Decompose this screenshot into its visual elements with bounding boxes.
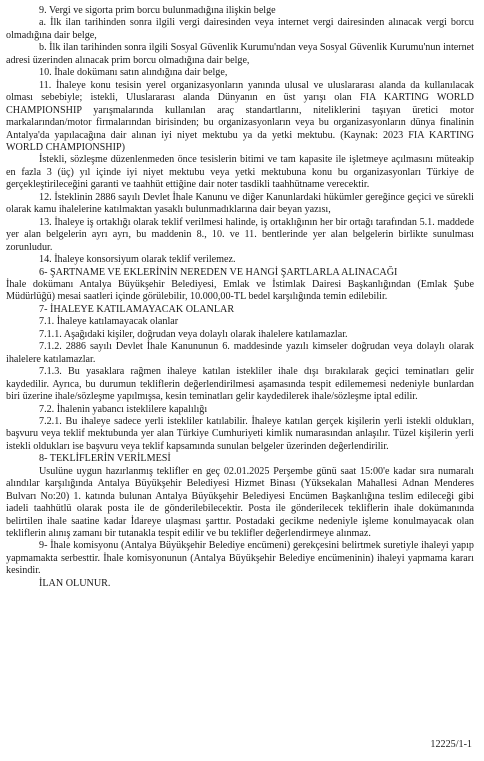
subheading-7-1: 7.1. İhaleye katılamayacak olanlar	[39, 316, 179, 328]
paragraph-item-9-commission: 9- İhale komisyonu (Antalya Büyükşehir Belediye encümeni) gerekçesini belirtmek suretiyle ihaleyi yapıp yapmamakta serbesttir. İhale komisyonunun (Antalya Büyükşehir Belediye encümeninin) ihaleyi yapmama kararı kesindir.	[6, 540, 474, 577]
paragraph-section-8-body: Usulüne uygun hazırlanmış teklifler en geç 02.01.2025 Perşembe günü saat 15:00'e kadar sıra numaralı alındılar karşılığında Antalya Büyükşehir Belediyesi Hizmet Binası (Yüksekalan Mahallesi Adnan Menderes Bulvarı No:20) 1. katında bulunan Antalya Büyükşehir Belediyesi Encümen Başkanlığına teslim edileceği gibi iadeli taahhütlü olarak posta ile de gönderilebilecektir. Posta ile gönderilecek tekliflerin ihale dokümanında belirtilen ihale saatine kadar İdareye ulaşması şarttır. Postadaki gecikme nedeniyle işleme konulmayacak olan tekliflerin alınış zamanı bir tutanakla tespit edilir ve bu teklifler değerlendirmeye alınmaz.	[6, 465, 474, 540]
subheading-7-2: 7.2. İhalenin yabancı isteklilere kapalılığı	[39, 403, 208, 415]
section-heading-6: 6- ŞARTNAME VE EKLERİNİN NEREDEN VE HANGİ ŞARTLARLA ALINACAĞI	[39, 266, 398, 278]
paragraph-7-1-3: 7.1.3. Bu yasaklara rağmen ihaleye katılan istekliler ihale dışı bırakılarak geçici teminatları gelir kaydedilir. Ayrıca, bu durumun tekliflerin değerlendirilmesi aşamasında tespit edilememesi nedeniyle bunlardan biri üzerine ihale/sözleşme yapılmışsa, kesin teminatları gelir kaydedilerek ihale/sözleşme iptal edilir.	[6, 366, 474, 403]
document-reference-code: 12225/1-1	[430, 738, 472, 750]
paragraph-section-6-body: İhale dokümanı Antalya Büyükşehir Belediyesi, Emlak ve İstimlak Dairesi Başkanlığından (Emlak Şube Müdürlüğü) mesai saatleri içinde görülebilir, 10.000,00-TL bedel karşılığında temin edilebilir.	[6, 278, 474, 303]
paragraph-7-2-1: 7.2.1. Bu ihaleye sadece yerli istekliler katılabilir. İhaleye katılan gerçek kişilerin yerli istekli oldukları, başvuru veya teklif mektubunda yer alan Türkiye Cumhuriyeti kimlik numarasından anlaşılır. Tüzel kişilerin yerli istekli oldukları ise başvuru veya teklif kapsamında sunulan belgeler üzerinden değerlendirilir.	[6, 415, 474, 452]
paragraph-item-9b: b. İlk ilan tarihinden sonra ilgili Sosyal Güvenlik Kurumu'ndan veya Sosyal Güvenlik Kurumu'nun internet adresi üzerinden alınacak prim borcu olmadığına dair belge,	[6, 42, 474, 66]
paragraph-item-13: 13. İhaleye iş ortaklığı olarak teklif verilmesi halinde, iş ortaklığının her bir ortağı tarafından 5.1. maddede yer alan belgelerin ayrı ayrı, bu maddenin 8., 10. ve 11. bentlerinde yer alan belgelerin birlikte sunulması zorunludur.	[6, 216, 474, 253]
section-heading-7: 7- İHALEYE KATILAMAYACAK OLANLAR	[39, 303, 235, 315]
paragraph-7-1-1: 7.1.1. Aşağıdaki kişiler, doğrudan veya dolaylı olarak ihalelere katılamazlar.	[39, 328, 348, 340]
paragraph-item-11: 11. İhaleye konu tesisin yerel organizasyonların yanında ulusal ve uluslararası alanda da kullanılacak olması sebebiyle; istekli, Uluslararası alanda Dünyanın en üst yarışı olan FIA KARTING WORLD CHAMPIONSHIP yarışmalarında kullanılan araç standartlarını, niteliklerini taşıyan üretici motor markalarından/motor firmalarından birisinden; bu organizasyonların veya bu organizasyonların dünya finalinin Antalya'da yapılacağına dair alınan iyi niyet mektubu ya da yetki mektubu. (Kaynak: 2023 FIA KARTING WORLD CHAMPIONSHIP)	[6, 79, 474, 153]
paragraph-7-1-2: 7.1.2. 2886 sayılı Devlet İhale Kanununun 6. maddesinde yazılı kimseler doğrudan veya dolaylı olarak ihalelere katılamazlar.	[6, 341, 474, 365]
paragraph-item-10: 10. İhale dokümanı satın alındığına dair belge,	[39, 67, 228, 79]
paragraph-item-9a: a. İlk ilan tarihinden sonra ilgili vergi dairesinden veya internet vergi dairesinden alınacak vergi borcu olmadığına dair belge,	[6, 17, 474, 41]
section-heading-8: 8- TEKLİFLERİN VERİLMESİ	[39, 453, 171, 465]
closing-statement: İLAN OLUNUR.	[39, 577, 111, 589]
paragraph-item-12: 12. İsteklinin 2886 sayılı Devlet İhale Kanunu ve diğer Kanunlardaki hükümler gereğince geçici ve sürekli olarak kamu ihalelerine katılmaktan yasaklı bulunmadıklarına dair beyan yazısı,	[6, 191, 474, 216]
paragraph-item-11-commitment: İstekli, sözleşme düzenlenmeden önce tesislerin bitimi ve tam kapasite ile işletmeye açılmasını müteakip en fazla 3 (üç) yıl içinde iyi niyet mektubu veya yetki mektubuna konu bu organizasyonları Türkiye de gerçekleştirileceğini garanti ve taahhüt ettiğine dair noter tasdikli taahhütname verecektir.	[6, 154, 474, 191]
paragraph-item-9: 9. Vergi ve sigorta prim borcu bulunmadığına ilişkin belge	[39, 5, 276, 16]
paragraph-item-14: 14. İhaleye konsorsiyum olarak teklif verilemez.	[39, 254, 236, 266]
